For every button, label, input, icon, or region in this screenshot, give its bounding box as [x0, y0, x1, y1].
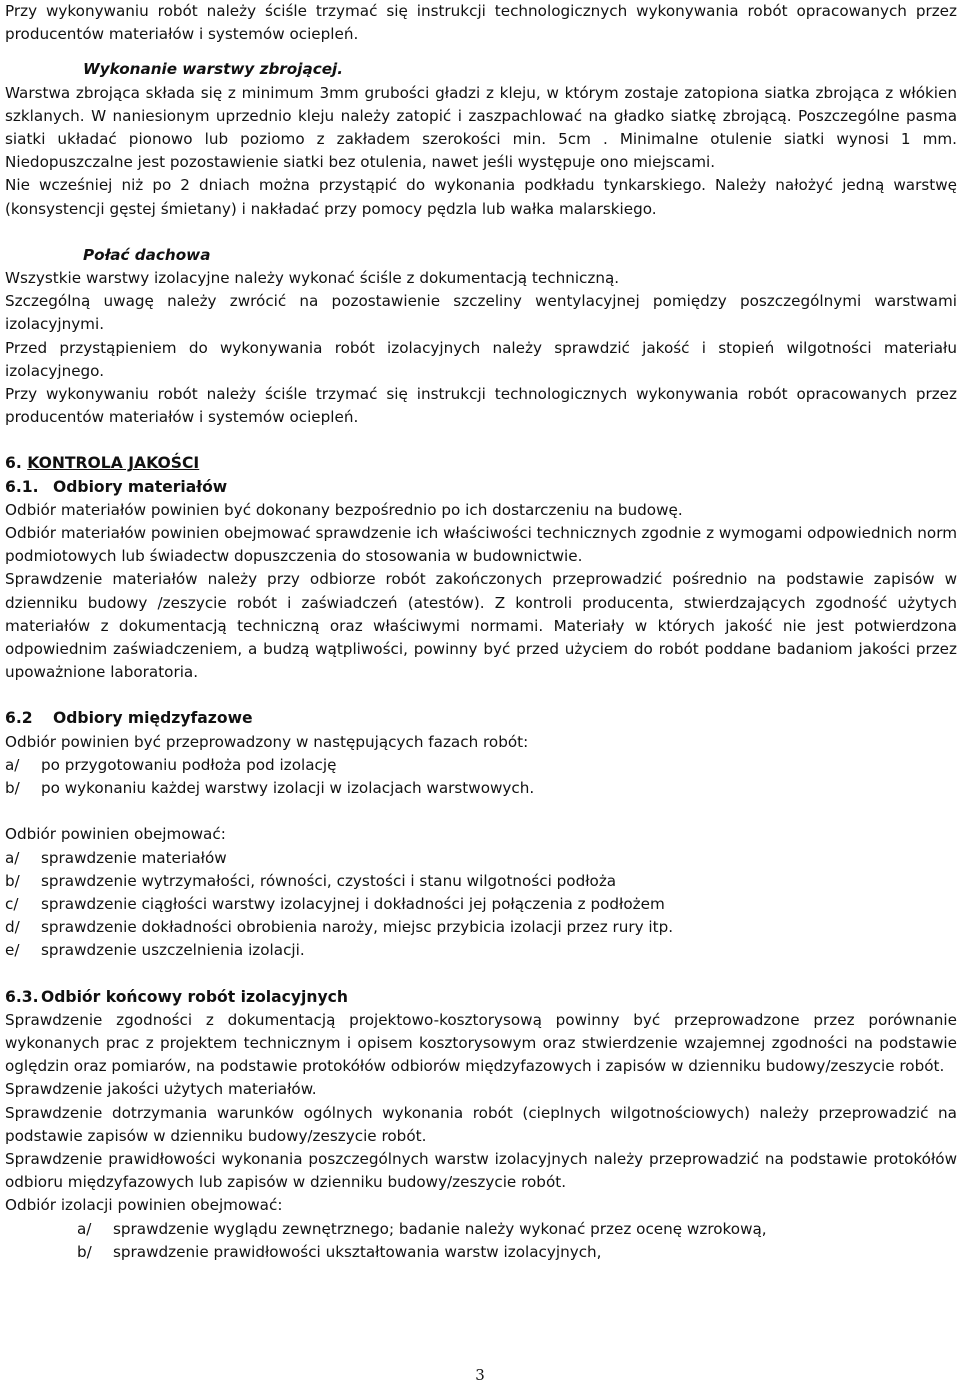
list-marker: b/ [5, 779, 20, 798]
list-item [5, 847, 957, 870]
roof-paragraph-4: Przy wykonywaniu robót należy ściśle trzymać się instrukcji technologicznych wykonywania robót opracowanych przez producentów materiałów i systemów ociepleń. [5, 385, 957, 427]
list-marker: b/ [77, 1242, 92, 1261]
spacer [5, 963, 957, 986]
spacer [5, 684, 957, 707]
document-page [5, 0, 957, 1264]
section-6-2-paragraph-1: Odbiór powinien być przeprowadzony w następujących fazach robót: [5, 732, 529, 751]
section-6-2-number: 6.2 [5, 709, 33, 728]
reinforcement-paragraph-2: Nie wcześniej niż po 2 dniach można przystąpić do wykonania podkładu tynkarskiego. Należy nałożyć jedną warstwę (konsystencji gęstej śmietany) i nakładać przy pomocy pędzla lub wałka malarskiego. [5, 176, 957, 218]
list-marker: a/ [5, 848, 20, 867]
list-item [5, 939, 957, 962]
list-marker: e/ [5, 941, 20, 960]
roof-paragraph-1: Wszystkie warstwy izolacyjne należy wykonać ściśle z dokumentacją techniczną. [5, 269, 620, 288]
scope-list [5, 847, 957, 963]
section-6-3-paragraph-1: Sprawdzenie zgodności z dokumentacją projektowo-kosztorysową powinny być przeprowadzone przez porównanie wykonanych prac z projektem technicznym i opisem kosztorysowym oraz stwierdzenie wzajemnej zgodności na podstawie oględzin oraz pomiarów, na podstawie protokółów odbiorów międzyfazowych i zapisów w dzienniku budowy/zeszycie robót. [5, 1010, 957, 1076]
list-marker: d/ [5, 918, 20, 937]
section-6-3-paragraph-2: Sprawdzenie jakości użytych materiałów. [5, 1080, 317, 1099]
list-item-text: sprawdzenie wyglądu zewnętrznego; badanie należy wykonać przez ocenę wzrokową, [113, 1219, 767, 1238]
list-marker: b/ [5, 871, 20, 890]
section-6-3-paragraph-3: Sprawdzenie dotrzymania warunków ogólnych wykonania robót (cieplnych wilgotnościowych) należy przeprowadzić na podstawie zapisów w dzienniku budowy/zeszycie robót. [5, 1103, 957, 1145]
section-6-1-paragraph-3: Sprawdzenie materiałów należy przy odbiorze robót zakończonych przeprowadzić pośrednio na podstawie zapisów w dzienniku budowy /zeszycie robót i zaświadczeń (atestów). Z kontroli producenta, stwierdzających zgodność użytych materiałów z dokumentacją techniczną oraz właściwymi normami. Materiały w których jakość nie jest potwierdzona odpowiednim zaświadczeniem, a budzą wątpliwości, powinny być przed użyciem do robót poddane badaniom jakości przez upoważnione laboratoria. [5, 570, 957, 682]
section-6-1-number: 6.1. [5, 477, 39, 496]
list-marker: a/ [5, 755, 20, 774]
section-6-1-heading [5, 476, 957, 499]
roof-paragraph-3: Przed przystąpieniem do wykonywania robót izolacyjnych należy sprawdzić jakość i stopień wilgotności materiału izolacyjnego. [5, 338, 957, 380]
list-marker: a/ [77, 1219, 92, 1238]
reinforcement-title: Wykonanie warstwy zbrojącej. [83, 60, 343, 79]
list-item [5, 916, 957, 939]
roof-paragraph-2: Szczególną uwagę należy zwrócić na pozostawienie szczeliny wentylacyjnej pomiędzy poszczególnymi warstwami izolacyjnymi. [5, 292, 957, 334]
list-item [77, 1218, 957, 1241]
roof-title: Połać dachowa [83, 245, 211, 264]
section-6-3-paragraph-5: Odbiór izolacji powinien obejmować: [5, 1196, 283, 1215]
section-6-3-heading [5, 986, 957, 1009]
section-6-2-title: Odbiory międzyfazowe [53, 709, 253, 728]
list-item [77, 1241, 957, 1264]
section-6-heading [5, 452, 957, 475]
list-item-text: po przygotowaniu podłoża pod izolację [41, 755, 337, 774]
spacer [5, 800, 957, 823]
section-6-1-paragraph-1: Odbiór materiałów powinien być dokonany bezpośrednio po ich dostarczeniu na budowę. [5, 500, 683, 519]
section-6-number: 6. [5, 454, 22, 473]
section-6-3-paragraph-4: Sprawdzenie prawidłowości wykonania poszczególnych warstw izolacyjnych należy przeprowadzić na podstawie protokółów odbioru międzyfazowych lub zapisów w dzienniku budowy/zeszycie robót. [5, 1149, 957, 1192]
section-6-1-paragraph-2: Odbiór materiałów powinien obejmować sprawdzenie ich właściwości technicznych zgodnie z wymogami odpowiednich norm podmiotowych lub świadectw dopuszczenia do stosowania w budownictwie. [5, 524, 957, 566]
list-item-text: po wykonaniu każdej warstwy izolacji w izolacjach warstwowych. [41, 779, 535, 798]
section-6-2-heading [5, 707, 957, 730]
list-marker: c/ [5, 894, 19, 913]
spacer [5, 221, 957, 244]
spacer [5, 46, 957, 58]
list-item [5, 777, 957, 800]
section-6-title: KONTROLA JAKOŚCI [27, 454, 200, 473]
list-item-text: sprawdzenie materiałów [41, 848, 227, 867]
intro-paragraph: Przy wykonywaniu robót należy ściśle trzymać się instrukcji technologicznych wykonywania robót opracowanych przez producentów materiałów i systemów ociepleń. [5, 2, 957, 44]
phases-list [5, 754, 957, 800]
list-item-text: sprawdzenie wytrzymałości, równości, czystości i stanu wilgotności podłoża [41, 871, 617, 890]
list-item-text: sprawdzenie ciągłości warstwy izolacyjnej i dokładności jej połączenia z podłożem [41, 894, 665, 913]
list-item [5, 754, 957, 777]
checks-list [5, 1218, 957, 1264]
reinforcement-paragraph-1: Warstwa zbrojąca składa się z minimum 3mm grubości gładzi z kleju, w którym zostaje zatopiona siatka zbrojąca z włókien szklanych. W naniesionym uprzednio kleju należy zatopić i zaszpachlować na gładko siatkę zbrojącą. Poszczególne pasma siatki układać pionowo lub poziomo z zakładem szerokości min. 5cm . Minimalne otulenie siatki wynosi 1 mm. Niedopuszczalne jest pozostawienie siatki bez otulenia, nawet jeśli występuje ono miejscami. [5, 83, 957, 172]
section-6-2-paragraph-2: Odbiór powinien obejmować: [5, 825, 226, 844]
section-6-3-number: 6.3. [5, 987, 39, 1006]
section-6-1-title: Odbiory materiałów [53, 477, 228, 496]
page-number: 3 [475, 1366, 485, 1384]
spacer [5, 429, 957, 452]
list-item-text: sprawdzenie uszczelnienia izolacji. [41, 941, 305, 960]
list-item [5, 870, 957, 893]
list-item-text: sprawdzenie prawidłowości ukształtowania warstw izolacyjnych, [113, 1242, 602, 1261]
list-item-text: sprawdzenie dokładności obrobienia naroży, miejsc przybicia izolacji przez rury itp. [41, 918, 674, 937]
list-item [5, 893, 957, 916]
section-6-3-title: Odbiór końcowy robót izolacyjnych [41, 987, 349, 1006]
